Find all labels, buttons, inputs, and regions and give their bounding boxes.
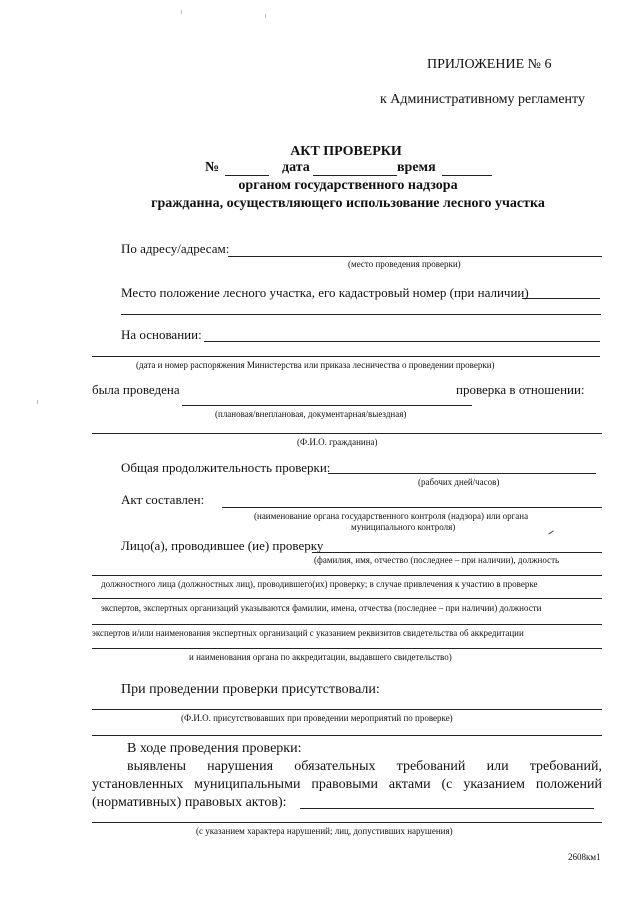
location-field[interactable] (522, 298, 600, 299)
number-label: № (205, 160, 220, 175)
date-field[interactable] (313, 175, 397, 176)
inspector-field-5[interactable] (92, 648, 602, 649)
present-field-2[interactable] (92, 735, 602, 736)
time-field[interactable] (442, 175, 492, 176)
address-label: По адресу/адресам: (121, 241, 230, 256)
violations-field[interactable] (300, 808, 594, 809)
inspection-regarding-label: проверка в отношении: (456, 382, 585, 397)
title-line-3: гражданна, осуществляющего использование лесного участка (151, 196, 545, 211)
inspector-label: Лицо(а), проводившее (ие) проверку (121, 538, 324, 553)
basis-field[interactable] (204, 341, 600, 342)
violations-line-3: (нормативных) правовых актов): (92, 795, 287, 810)
violations-line-2: установленных муниципальными правовыми актами (с указанием положений (92, 777, 602, 792)
basis-field-continued[interactable] (92, 356, 600, 357)
inspector-field-2[interactable] (92, 575, 602, 576)
document-code: 2608км1 (568, 852, 601, 862)
composed-note-1: (наименование органа государственного контроля (надзора) или органа (254, 511, 529, 521)
inspector-note-4: экспертов и/или наименования экспертных организаций с указанием реквизитов свидетельства об аккредитации (92, 628, 524, 638)
inspection-type-note: (плановая/внеплановая, документарная/выездная) (215, 409, 407, 419)
address-field[interactable] (228, 256, 602, 257)
scan-artifact (265, 14, 266, 18)
basis-note: (дата и номер распоряжения Министерства или приказа лесничества о проведении проверки) (136, 360, 495, 370)
address-note: (место проведения проверки) (348, 259, 461, 269)
duration-field[interactable] (328, 473, 596, 474)
violations-note: (с указанием характера нарушений; лиц, допустивших нарушения) (196, 826, 453, 836)
inspector-note-1: (фамилия, имя, отчество (последнее – при наличии), должность (314, 555, 560, 565)
during-label: В ходе проведения проверки: (127, 741, 302, 756)
composed-label: Акт составлен: (121, 492, 205, 507)
composed-note-2: муниципального контроля) (351, 522, 456, 532)
inspector-field[interactable] (312, 552, 602, 553)
page-title: АКТ ПРОВЕРКИ (290, 144, 402, 159)
citizen-note: (Ф.И.О. гражданина) (297, 437, 378, 447)
scan-artifact (548, 530, 553, 534)
inspector-field-3[interactable] (92, 598, 602, 599)
inspection-type-field[interactable] (182, 405, 472, 406)
location-label: Место положение лесного участка, его кадастровый номер (при наличии) (121, 285, 529, 300)
violations-field-2[interactable] (92, 822, 602, 823)
inspector-field-4[interactable] (92, 624, 602, 625)
scan-artifact (181, 10, 182, 14)
present-note: (Ф.И.О. присутствовавших при проведении мероприятий по проверке) (181, 713, 453, 723)
number-field[interactable] (225, 175, 269, 176)
conducted-label: была проведена (92, 382, 180, 397)
appendix-number: ПРИЛОЖЕНИЕ № 6 (427, 57, 552, 72)
composed-field[interactable] (222, 507, 602, 508)
inspector-note-5: и наименования органа по аккредитации, выдавшего свидетельство) (189, 652, 452, 662)
present-field[interactable] (92, 709, 602, 710)
violations-line-1: выявлены нарушения обязательных требований или требований, (127, 759, 602, 774)
title-line-2: органом государственного надзора (238, 178, 458, 193)
basis-label: На основании: (121, 327, 202, 342)
date-label: дата (282, 160, 310, 175)
location-field-continued[interactable] (121, 314, 601, 315)
citizen-field[interactable] (92, 433, 602, 434)
inspector-note-3: экспертов, экспертных организаций указываются фамилии, имена, отчества (последнее – при наличии) должности (101, 603, 542, 613)
duration-label: Общая продолжительность проверки: (121, 460, 331, 475)
scan-artifact (37, 400, 38, 404)
present-label: При проведении проверки присутствовали: (121, 682, 380, 697)
duration-note: (рабочих дней/часов) (418, 477, 500, 487)
regulation-reference: к Административному регламенту (380, 92, 585, 107)
time-label: время (397, 160, 436, 175)
inspector-note-2: должностного лица (должностных лиц), проводившего(их) проверку; в случае привлечения к участию в проверке (101, 579, 538, 589)
